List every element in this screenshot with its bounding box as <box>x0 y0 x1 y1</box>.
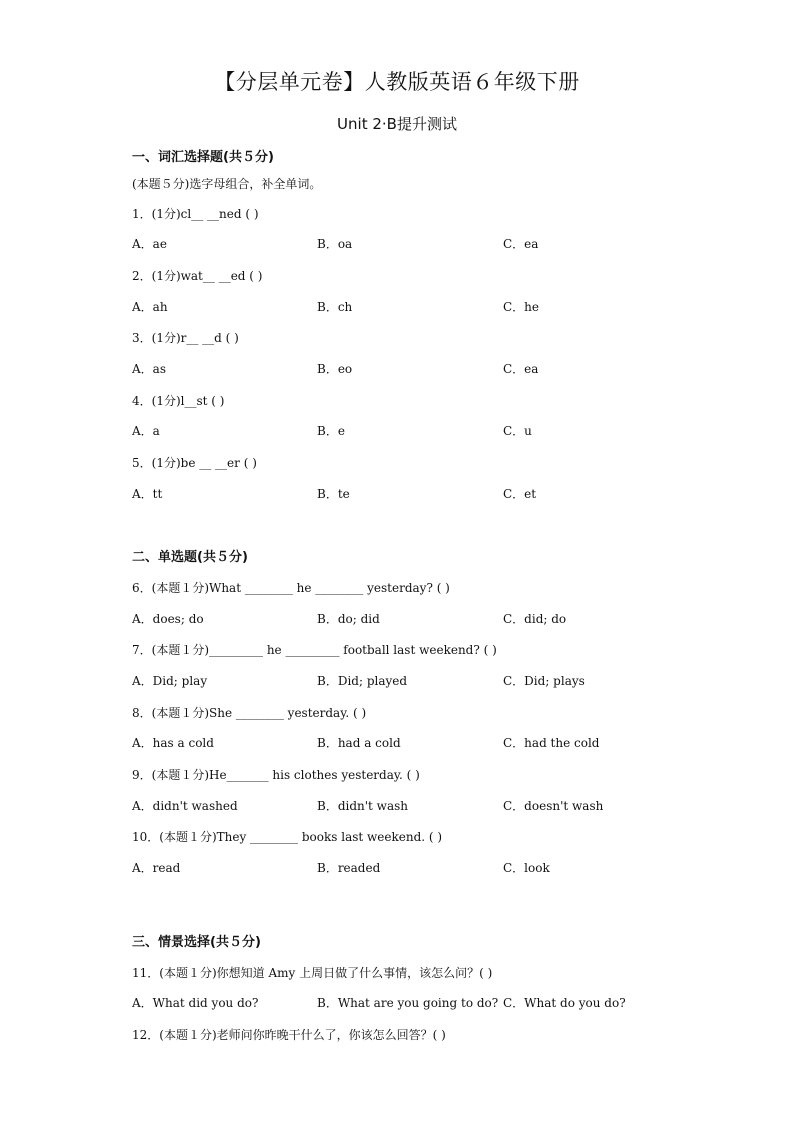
question-stem-6: 6．(本题１分)What ________ he ________ yesterday? ( ) <box>132 581 450 595</box>
question-stem-10: 10．(本题１分)They ________ books last weekend. ( ) <box>132 830 443 844</box>
option-2c: C．he <box>503 300 540 314</box>
question-stem-12: 12．(本题１分)老师问你昨晚干什么了，你该怎么回答？( ) <box>132 1028 446 1042</box>
option-4c: C．u <box>503 424 532 438</box>
option-10a: A．read <box>132 861 181 875</box>
section-instruction: (本题５分)选字母组合，补全单词。 <box>132 177 322 191</box>
question-stem-9: 9．(本题１分)He_______ his clothes yesterday. ( ) <box>132 768 420 782</box>
option-11c: C．What do you do? <box>503 996 626 1010</box>
option-7c: C．Did; plays <box>503 674 585 688</box>
option-2a: A．ah <box>132 300 168 314</box>
option-1b: B．oa <box>317 237 353 251</box>
option-6a: A．does; do <box>132 612 204 626</box>
option-6c: C．did; do <box>503 612 567 626</box>
option-1c: C．ea <box>503 237 539 251</box>
option-5a: A．tt <box>132 487 163 501</box>
option-3c: C．ea <box>503 362 539 376</box>
option-9c: C．doesn't wash <box>503 799 604 813</box>
option-7b: B．Did; played <box>317 674 408 688</box>
option-11b: B．What are you going to do? <box>317 996 499 1010</box>
option-9b: B．didn't wash <box>317 799 408 813</box>
option-8c: C．had the cold <box>503 736 600 750</box>
option-6b: B．do; did <box>317 612 380 626</box>
section-heading-single-choice: 二、单选题(共５分) <box>132 550 248 565</box>
question-stem-11: 11．(本题１分)你想知道 Amy 上周日做了什么事情，该怎么问？( ) <box>132 966 493 980</box>
question-stem-2: 2．(1分)wat__ __ed ( ) <box>132 269 263 283</box>
option-2b: B．ch <box>317 300 353 314</box>
option-8b: B．had a cold <box>317 736 401 750</box>
option-10b: B．readed <box>317 861 381 875</box>
option-5b: B．te <box>317 487 350 501</box>
question-stem-7: 7．(本题１分)_________ he _________ football last weekend? ( ) <box>132 643 497 657</box>
option-5c: C．et <box>503 487 537 501</box>
page-subtitle: Unit 2·B提升测试 <box>337 115 457 133</box>
question-stem-5: 5．(1分)be __ __er ( ) <box>132 456 257 470</box>
option-7a: A．Did; play <box>132 674 208 688</box>
option-4a: A．a <box>132 424 160 438</box>
question-stem-8: 8．(本题１分)She ________ yesterday. ( ) <box>132 706 367 720</box>
question-stem-1: 1．(1分)cl__ __ned ( ) <box>132 207 259 221</box>
option-3a: A．as <box>132 362 166 376</box>
option-11a: A．What did you do? <box>132 996 259 1010</box>
option-3b: B．eo <box>317 362 353 376</box>
option-10c: C．look <box>503 861 550 875</box>
question-stem-4: 4．(1分)l__st ( ) <box>132 394 225 408</box>
option-9a: A．didn't washed <box>132 799 238 813</box>
page-title: 【分层单元卷】人教版英语６年级下册 <box>214 70 580 94</box>
option-4b: B．e <box>317 424 345 438</box>
section-heading-vocabulary: 一、词汇选择题(共５分) <box>132 150 274 165</box>
question-stem-3: 3．(1分)r__ __d ( ) <box>132 331 239 345</box>
option-1a: A．ae <box>132 237 167 251</box>
section-heading-situational: 三、情景选择(共５分) <box>132 935 261 950</box>
option-8a: A．has a cold <box>132 736 214 750</box>
